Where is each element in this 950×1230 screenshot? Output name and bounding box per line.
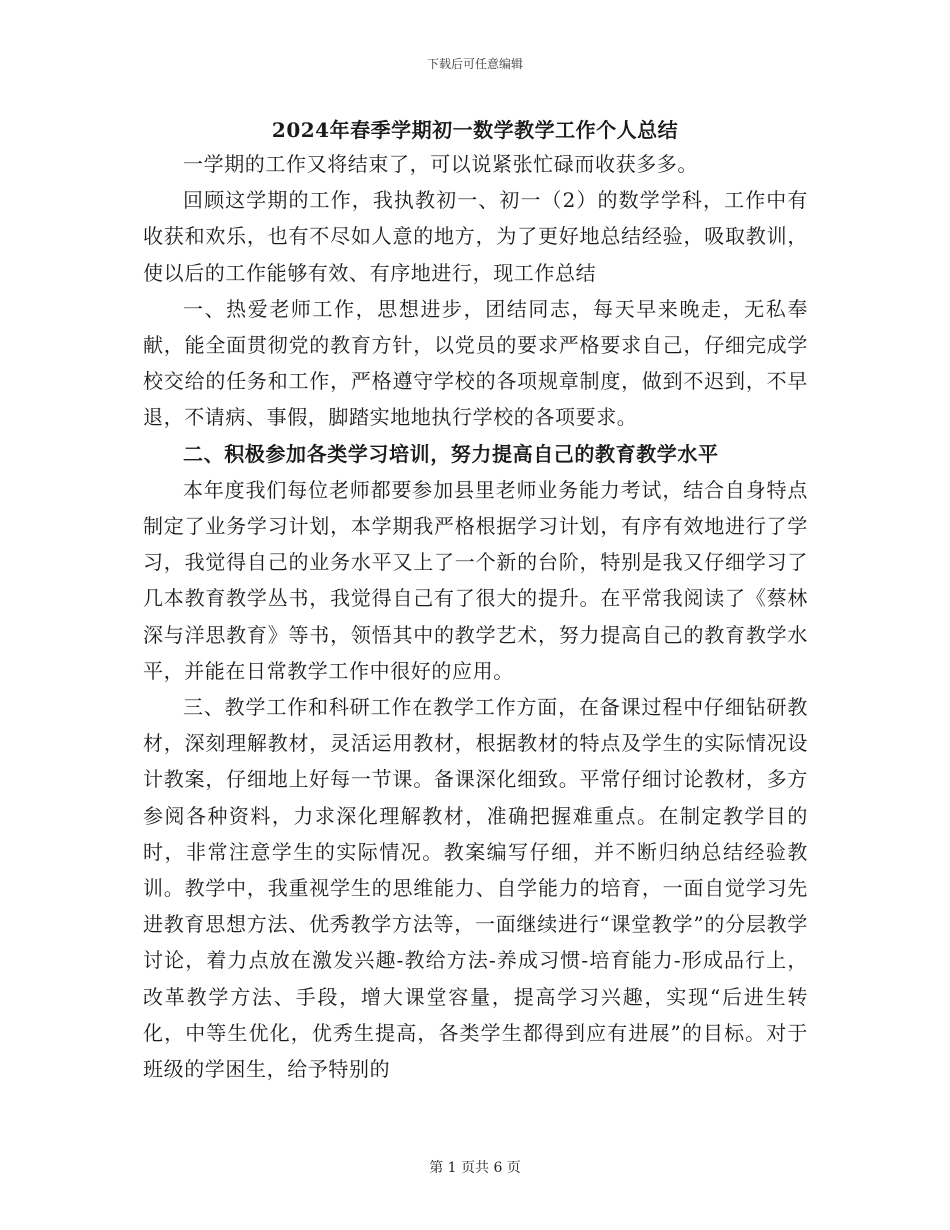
paragraph-section-2: 本年度我们每位老师都要参加县里老师业务能力考试，结合自身特点制定了业务学习计划，本学期我严格根据学习计划，有序有效地进行了学习，我觉得自己的业务水平又上了一个新的台阶，特别是我又仔细学习了几本教育教学丛书，我觉得自己有了很大的提升。在平常我阅读了《蔡林深与洋思教育》等书，领悟其中的教学艺术，努力提高自己的教育教学水平，并能在日常教学工作中很好的应用。 xyxy=(143,477,808,683)
paragraph-section-1: 一、热爱老师工作，思想进步，团结同志，每天早来晚走，无私奉献，能全面贯彻党的教育方针，以党员的要求严格要求自己，仔细完成学校交给的任务和工作，严格遵守学校的各项规章制度，做到不迟到，不早退，不请病、事假，脚踏实地地执行学校的各项要求。 xyxy=(143,296,808,430)
paragraph-review: 回顾这学期的工作，我执教初一、初一（2）的数学学科，工作中有收获和欢乐，也有不尽如人意的地方，为了更好地总结经验，吸取教训，使以后的工作能够有效、有序地进行，现工作总结 xyxy=(143,188,808,285)
document-body xyxy=(143,146,808,1087)
header-note: 下载后可任意编辑 xyxy=(426,57,523,71)
page-footer: 第 1 页共 6 页 xyxy=(429,1160,521,1176)
page-title: 2024年春季学期初一数学教学工作个人总结 xyxy=(271,118,679,142)
paragraph-intro: 一学期的工作又将结束了，可以说紧张忙碌而收获多多。 xyxy=(183,152,698,176)
paragraph-section-3: 三、教学工作和科研工作在教学工作方面，在备课过程中仔细钻研教材，深刻理解教材，灵活运用教材，根据教材的特点及学生的实际情况设计教案，仔细地上好每一节课。备课深化细致。平常仔细讨论教材，多方参阅各种资料，力求深化理解教材，准确把握难重点。在制定教学目的时，非常注意学生的实际情况。教案编写仔细，并不断归纳总结经验教训。教学中，我重视学生的思维能力、自学能力的培育，一面自觉学习先进教育思想方法、优秀教学方法等，一面继续进行“课堂教学”的分层教学讨论，着力点放在激发兴趣-教给方法-养成习惯-培育能力-形成品行上，改革教学方法、手段，增大课堂容量，提高学习兴趣，实现“后进生转化，中等生优化，优秀生提高，各类学生都得到应有进展”的目标。对于班级的学困生，给予特别的 xyxy=(143,695,808,1082)
section-heading-2: 二、积极参加各类学习培训，努力提高自己的教育教学水平 xyxy=(183,441,719,466)
